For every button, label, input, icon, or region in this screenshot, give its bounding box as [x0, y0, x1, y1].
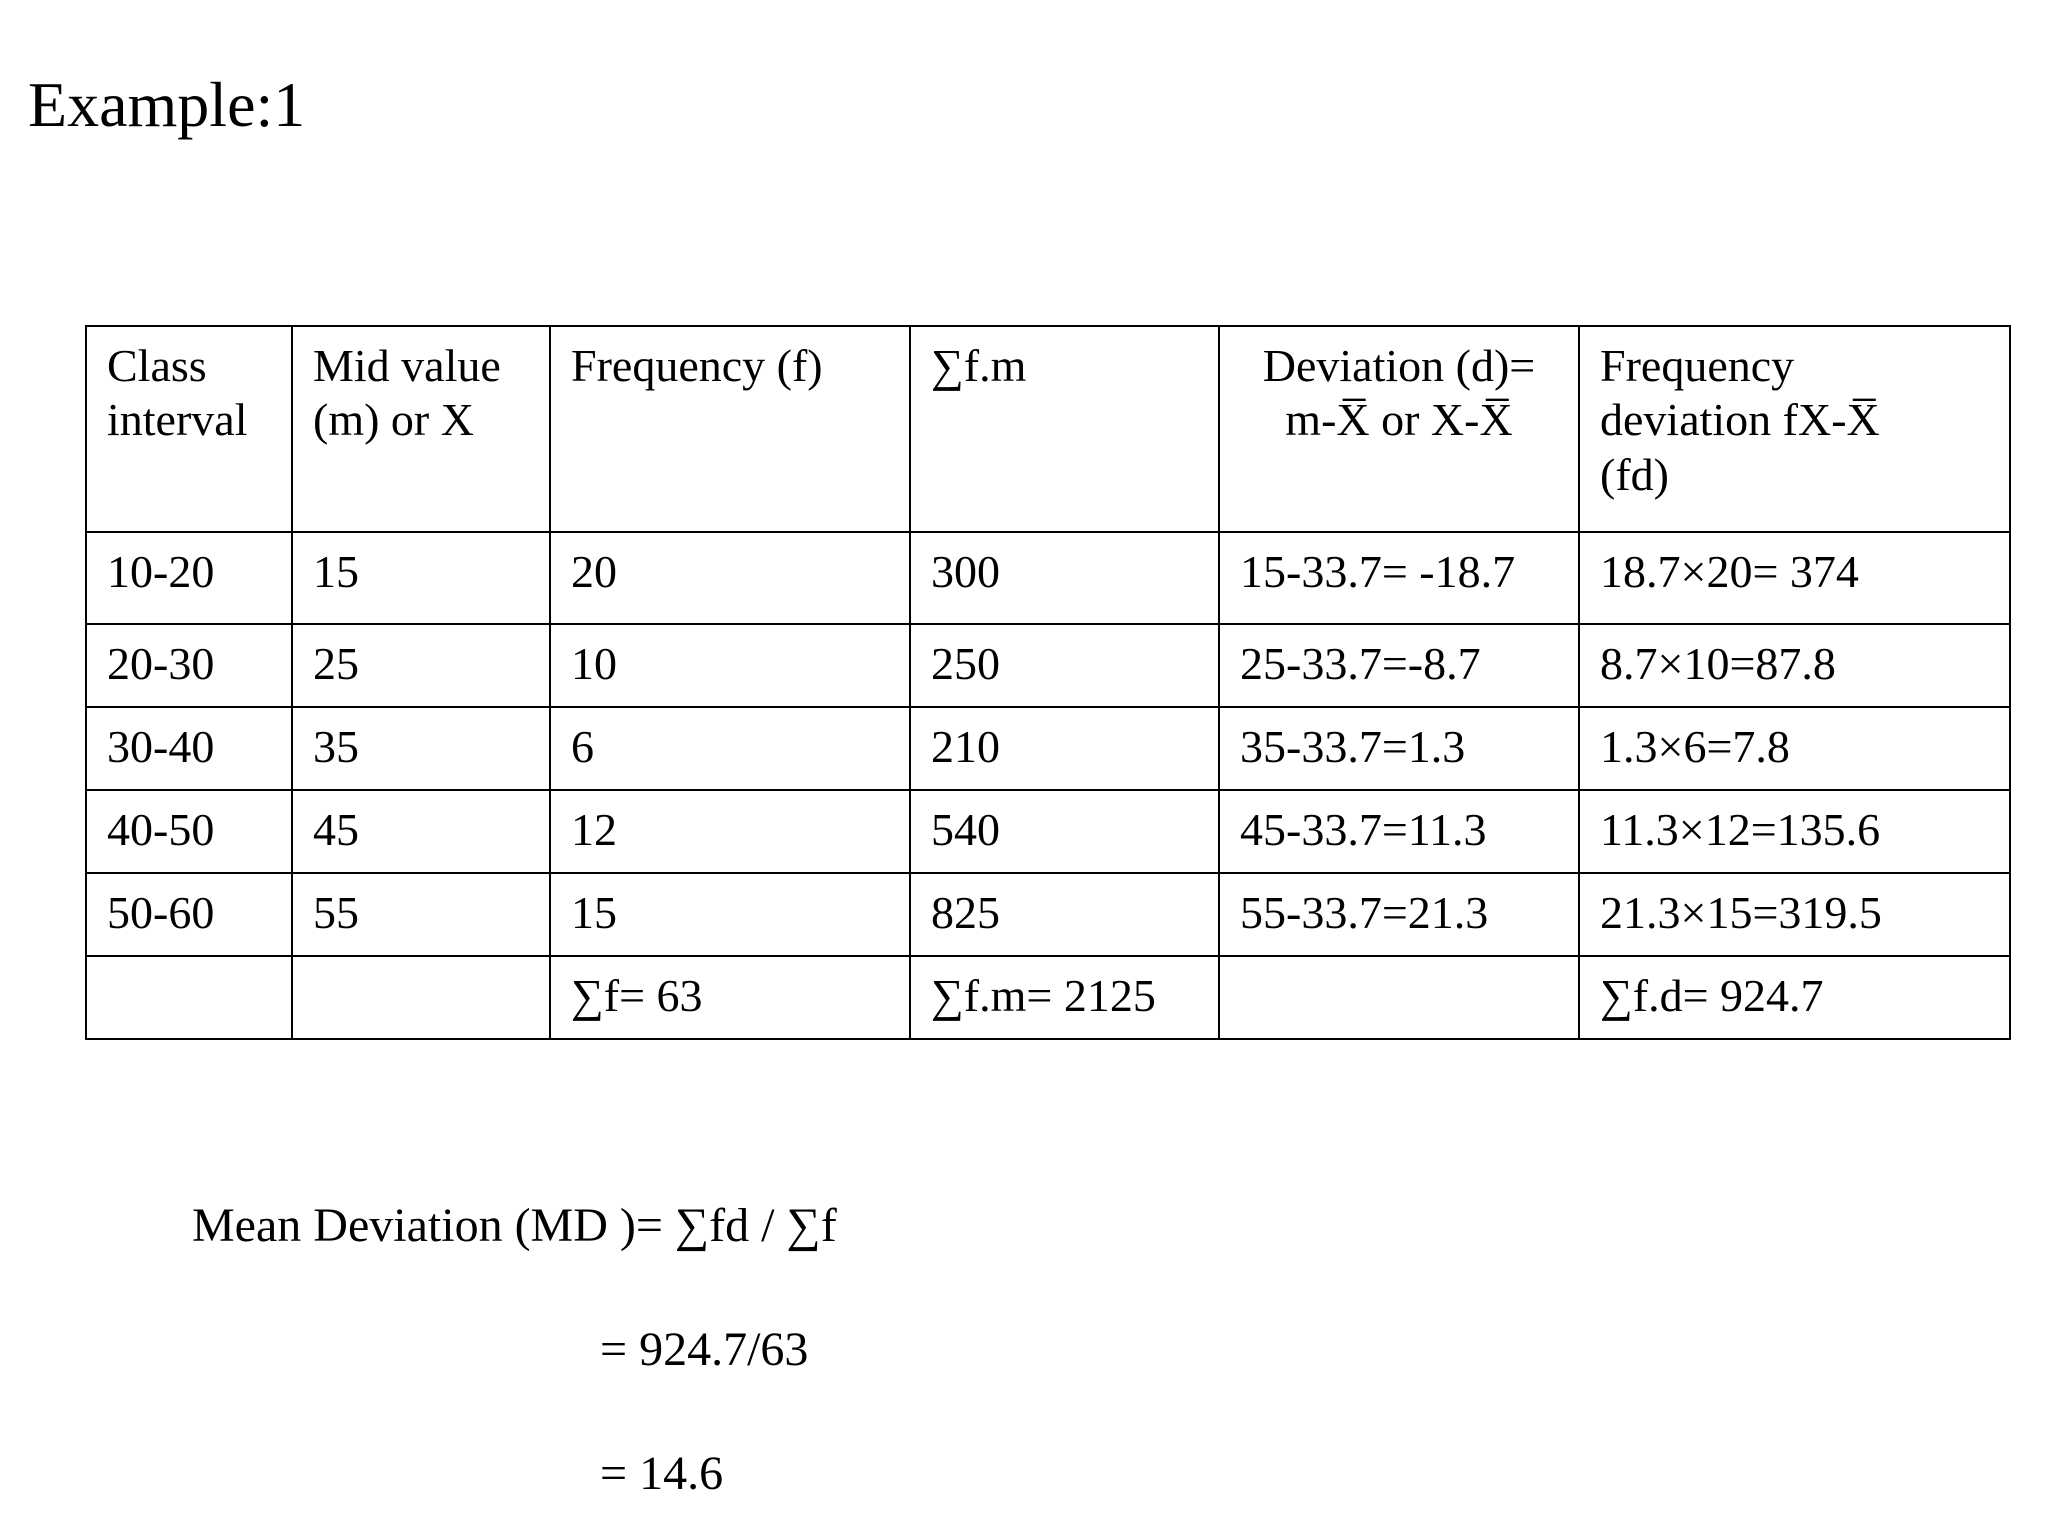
table-row: [86, 873, 2010, 956]
cell-frequency: 6: [550, 707, 910, 790]
cell-empty: [1219, 956, 1579, 1039]
cell-mid-value: 35: [292, 707, 550, 790]
cell-frequency-deviation: 11.3×12=135.6: [1579, 790, 2010, 873]
cell-deviation: 55-33.7=21.3: [1219, 873, 1579, 956]
cell-empty: [86, 956, 292, 1039]
cell-fm: 540: [910, 790, 1219, 873]
cell-class-interval: 10-20: [86, 532, 292, 624]
mean-deviation-calculation: = 924.7/63: [600, 1323, 809, 1376]
cell-deviation: 25-33.7=-8.7: [1219, 624, 1579, 707]
page-title: Example:1: [28, 69, 306, 140]
cell-empty: [292, 956, 550, 1039]
cell-fm: 210: [910, 707, 1219, 790]
cell-fm: 825: [910, 873, 1219, 956]
cell-mid-value: 55: [292, 873, 550, 956]
table-row: [86, 790, 2010, 873]
header-class-interval: Class interval: [86, 326, 292, 532]
table-totals-row: [86, 956, 2010, 1039]
mean-deviation-result: = 14.6: [600, 1447, 724, 1500]
cell-frequency: 10: [550, 624, 910, 707]
header-mid-value: Mid value (m) or X: [292, 326, 550, 532]
cell-frequency-deviation: 1.3×6=7.8: [1579, 707, 2010, 790]
cell-frequency-deviation: 8.7×10=87.8: [1579, 624, 2010, 707]
cell-class-interval: 50-60: [86, 873, 292, 956]
header-deviation: Deviation (d)= m-X̅ or X-X̅: [1219, 326, 1579, 532]
header-frequency: Frequency (f): [550, 326, 910, 532]
cell-class-interval: 20-30: [86, 624, 292, 707]
cell-mid-value: 45: [292, 790, 550, 873]
header-sum-fm: ∑f.m: [910, 326, 1219, 532]
cell-class-interval: 40-50: [86, 790, 292, 873]
cell-mid-value: 25: [292, 624, 550, 707]
cell-frequency-deviation: 18.7×20= 374: [1579, 532, 2010, 624]
cell-sum-fm: ∑f.m= 2125: [910, 956, 1219, 1039]
cell-frequency: 12: [550, 790, 910, 873]
table-row: [86, 707, 2010, 790]
mean-deviation-table: [85, 325, 2011, 1040]
table-row: [86, 624, 2010, 707]
cell-frequency: 15: [550, 873, 910, 956]
cell-frequency: 20: [550, 532, 910, 624]
cell-sum-fd: ∑f.d= 924.7: [1579, 956, 2010, 1039]
cell-class-interval: 30-40: [86, 707, 292, 790]
cell-frequency-deviation: 21.3×15=319.5: [1579, 873, 2010, 956]
table-row: [86, 532, 2010, 624]
header-frequency-deviation: Frequency deviation fX-X̅ (fd): [1579, 326, 2010, 532]
cell-fm: 250: [910, 624, 1219, 707]
cell-fm: 300: [910, 532, 1219, 624]
cell-sum-frequency: ∑f= 63: [550, 956, 910, 1039]
cell-deviation: 35-33.7=1.3: [1219, 707, 1579, 790]
cell-deviation: 15-33.7= -18.7: [1219, 532, 1579, 624]
cell-mid-value: 15: [292, 532, 550, 624]
cell-deviation: 45-33.7=11.3: [1219, 790, 1579, 873]
table-header-row: [86, 326, 2010, 532]
mean-deviation-formula: Mean Deviation (MD )= ∑fd / ∑f: [192, 1199, 837, 1252]
